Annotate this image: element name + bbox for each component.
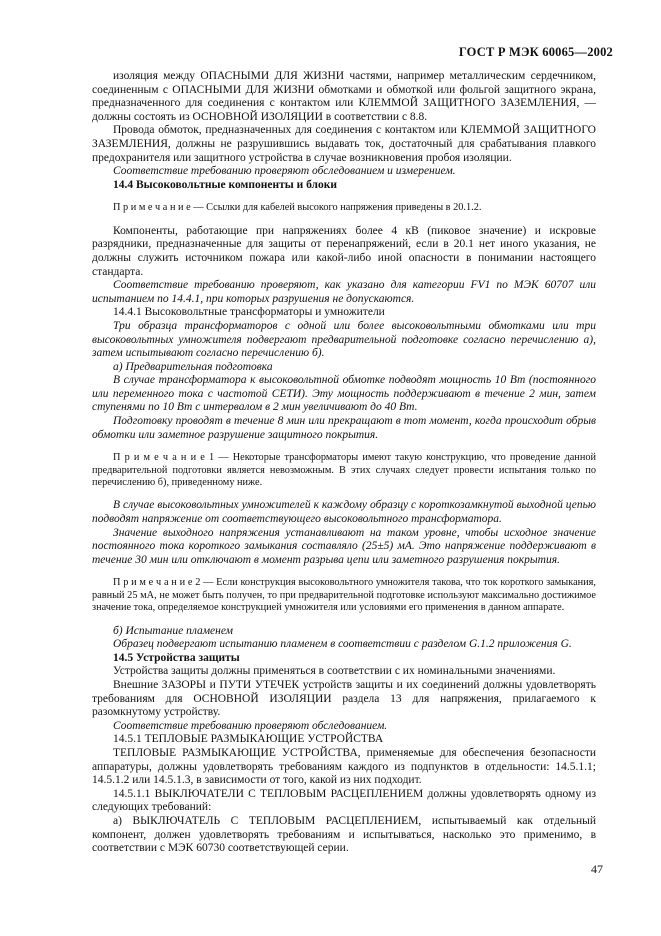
paragraph: 14.5.1.1 ВЫКЛЮЧАТЕЛИ С ТЕПЛОВЫМ РАСЦЕПЛЕНИЕМ должны удовлетворять одному из следующих требований:: [92, 787, 596, 814]
section-heading-14-5: 14.5 Устройства защиты: [113, 651, 240, 664]
paragraph: Внешние ЗАЗОРЫ и ПУТИ УТЕЧЕК устройств защиты и их соединений должны удовлетворять требованиям для ОСНОВНОЙ ИЗОЛЯЦИИ раздела 13 для напряжения, прилагаемого к разомкнутому устройству.: [92, 679, 596, 719]
compliance-check: Соответствие требованию проверяют, как указано для категории FV1 по МЭК 60707 или испытанием по 14.4.1, при которых разрушения не допускаются.: [92, 279, 596, 305]
document-header: ГОСТ Р МЭК 60065—2002: [458, 45, 613, 59]
note: [92, 577, 596, 614]
section-heading-14-4: 14.4 Высоковольтные компоненты и блоки: [113, 178, 337, 191]
note-label: П р и м е ч а н и е 2: [113, 577, 201, 589]
paragraph: ТЕПЛОВЫЕ РАЗМЫКАЮЩИЕ УСТРОЙСТВА, применяемые для обеспечения безопасности аппаратуры, должны удовлетворять требованиям каждого из подпунктов в отдельности: 14.5.1.1; 14.5.1.2 или 14.5.1.3, в зависимости от того, какой из них подходит.: [92, 747, 596, 787]
subsection-heading-14-4-1: 14.4.1 Высоковольтные трансформаторы и умножители: [113, 306, 385, 319]
compliance-check: Соответствие требованию проверяют обследованием.: [113, 719, 388, 732]
paragraph: Значение выходного напряжения устанавливают на таком уровне, чтобы исходное значение постоянного тока короткого замыкания составляло (25±5) мА. Это напряжение поддерживают в течение 30 мин или отключают в момент разрыва цепи или заметного разрушения покрытия.: [92, 526, 596, 566]
note-label: П р и м е ч а н и е: [113, 202, 191, 214]
list-item-a: а) ВЫКЛЮЧАТЕЛЬ С ТЕПЛОВЫМ РАСЦЕПЛЕНИЕМ, испытываемый как отдельный компонент, должен удовлетворять требованиям и испытываться, насколько это применимо, в соответствии с МЭК 60730 соответствующей серии.: [92, 814, 596, 855]
note: [92, 202, 596, 214]
note-label: П р и м е ч а н и е 1: [113, 452, 215, 464]
paragraph: изоляция между ОПАСНЫМИ ДЛЯ ЖИЗНИ частями, например металлическим сердечником, соединенным с ОПАСНЫМИ ДЛЯ ЖИЗНИ обмотками и обмоткой или фольгой защитного экрана, предназначенного для соединения с контактом или КЛЕММОЙ ЗАЩИТНОГО ЗАЗЕМЛЕНИЯ, — должны состоять из ОСНОВНОЙ ИЗОЛЯЦИИ в соответствии с 8.8.: [92, 70, 596, 123]
note-text: — Некоторые трансформаторы имеют такую конструкцию, что проведение данной предварительной подготовки является невозможным. В этих случаях следует провести испытания только по перечислению б), приведенному ниже.: [92, 452, 596, 489]
note-text: — Ссылки для кабелей высокого напряжения приведены в 20.1.2.: [190, 202, 482, 214]
paragraph: Компоненты, работающие при напряжениях более 4 кВ (пиковое значение) и искровые разрядники, предназначенные для защиты от перенапряжений, если в 20.1 нет иного указания, не должны служить источником пожара или какой-либо иной опасности в понимании настоящего стандарта.: [92, 224, 596, 278]
document-body: [92, 70, 596, 856]
paragraph: Образец подвергают испытанию пламенем в соответствии с разделом G.1.2 приложения G.: [113, 638, 572, 651]
list-item-b: б) Испытание пламенем: [113, 624, 234, 637]
paragraph: Устройства защиты должны применяться в соответствии с их номинальными значениями.: [113, 665, 556, 678]
paragraph: В случае трансформатора к высоковольтной обмотке подводят мощность 10 Вт (постоянного или переменного тока с частотой СЕТИ). Эту мощность поддерживают в течение 2 мин, затем ступенями по 10 Вт с интервалом в 2 мин увеличивают до 40 Вт.: [92, 374, 596, 414]
paragraph: Провода обмоток, предназначенных для соединения с контактом или КЛЕММОЙ ЗАЩИТНОГО ЗАЗЕМЛЕНИЯ, должны не разрушившись выдавать ток, достаточный для срабатывания плавкого предохранителя или защитного устройства в случае возникновения пробоя изоляции.: [92, 124, 596, 164]
subsection-heading-14-5-1: 14.5.1 ТЕПЛОВЫЕ РАЗМЫКАЮЩИЕ УСТРОЙСТВА: [113, 733, 384, 746]
note: [92, 452, 596, 489]
paragraph: Подготовку проводят в течение 8 мин или прекращают в тот момент, когда происходит обрыв обмотки или заметное разрушение защитного покрытия.: [92, 415, 596, 441]
compliance-check: Соответствие требованию проверяют обследованием и измерением.: [113, 165, 456, 178]
paragraph: Три образца трансформаторов с одной или более высоковольтными обмотками или три высоковольтных умножителя подвергают предварительной подготовке согласно перечислению а), затем испытывают согласно перечислению б).: [92, 319, 596, 360]
note-text: — Если конструкция высоковольтного умножителя такова, что ток короткого замыкания, равный 25 мА, не может быть получен, то при предварительной подготовке используют максимально достижимое значение тока, определяемое конструкцией умножителя или условиями его применения в данном аппарате.: [92, 577, 596, 614]
paragraph: В случае высоковольтных умножителей к каждому образцу с короткозамкнутой выходной цепью подводят напряжение от соответствующего высоковольтного трансформатора.: [92, 499, 596, 526]
list-item-a: а) Предварительная подготовка: [113, 360, 273, 373]
page-number: 47: [591, 862, 603, 876]
